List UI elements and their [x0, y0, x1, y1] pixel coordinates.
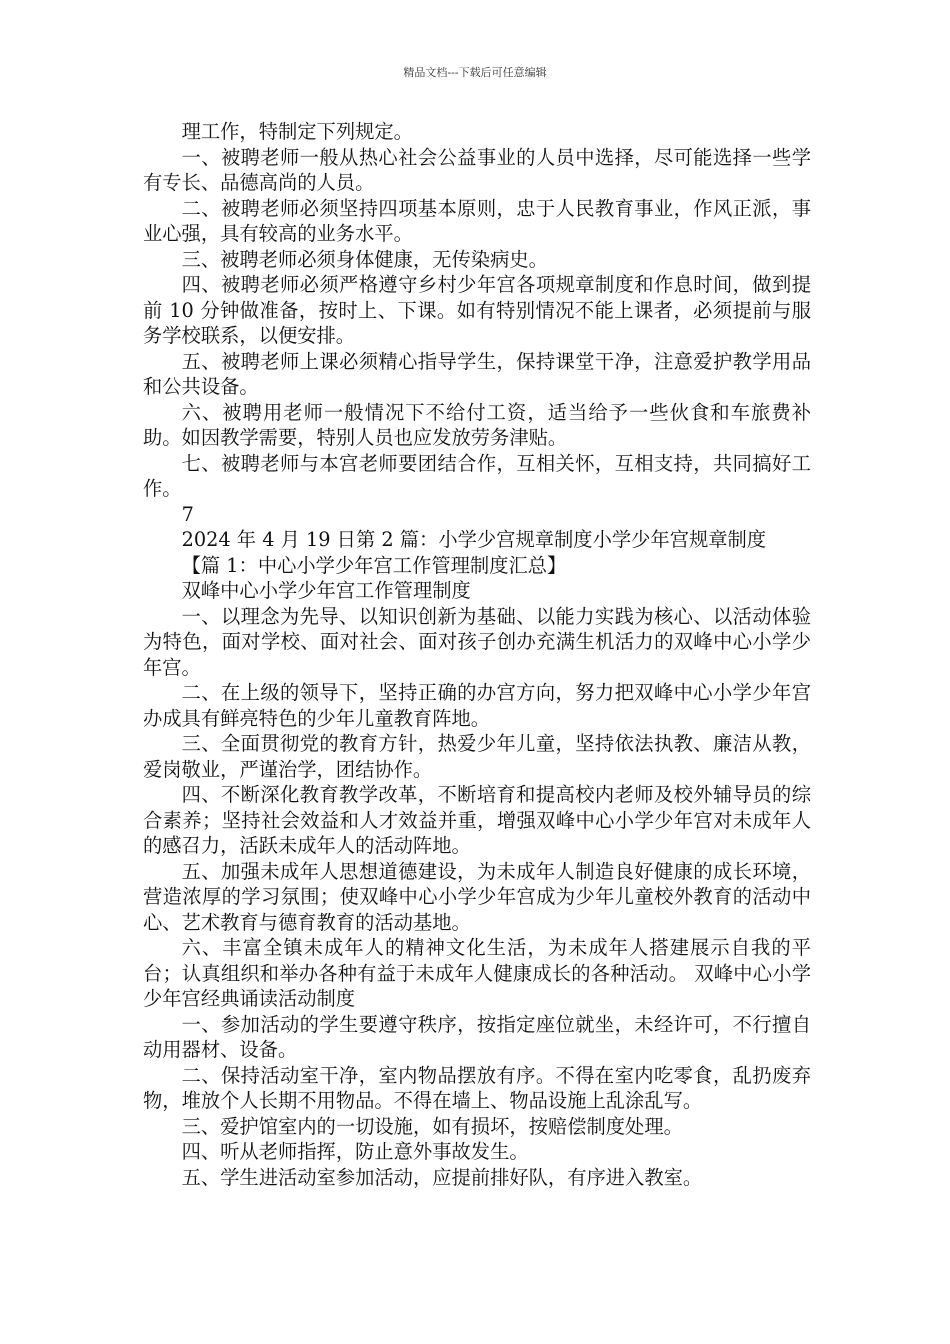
section-title: 双峰中心小学少年宫工作管理制度: [181, 579, 471, 602]
paragraph: 六、被聘用老师一般情况下不给付工资，适当给予一些伙食和车旅费补助。如因教学需要，特别人员也应发放劳务津贴。: [143, 400, 811, 449]
paragraph: 四、听从老师指挥，防止意外事故发生。: [181, 1140, 529, 1163]
paragraph: 五、学生进活动室参加活动，应提前排好队，有序进入教室。: [181, 1165, 703, 1189]
paragraph: 五、被聘老师上课必须精心指导学生，保持课堂干净，注意爱护教学用品和公共设备。: [143, 349, 811, 398]
paragraph: 一、被聘老师一般从热心社会公益事业的人员中选择，尽可能选择一些学有专长、品德高尚的人员。: [143, 145, 811, 194]
paragraph: 二、被聘老师必须坚持四项基本原则，忠于人民教育事业，作风正派，事业心强，具有较高的业务水平。: [143, 196, 811, 245]
paragraph: 四、不断深化教育教学改革，不断培育和提高校内老师及校外辅导员的综合素养；坚持社会效益和人才效益并重，增强双峰中心小学少年宫对未成年人的感召力，活跃未成年人的活动阵地。: [143, 783, 811, 857]
paragraph: 理工作，特制定下列规定。: [181, 120, 413, 143]
paragraph: 三、爱护馆室内的一切设施，如有损坏，按赔偿制度处理。: [181, 1114, 683, 1138]
paragraph: 七、被聘老师与本宫老师要团结合作，互相关怀，互相支持，共同搞好工作。: [143, 451, 811, 500]
paragraph: 二、在上级的领导下，坚持正确的办宫方向，努力把双峰中心小学少年宫办成具有鲜亮特色的少年儿童教育阵地。: [143, 681, 811, 730]
page-header: 精品文档---下载后可任意编辑: [403, 66, 547, 79]
paragraph: 三、全面贯彻党的教育方针，热爱少年儿童，坚持依法执教、廉洁从教，爱岗敬业，严谨治学，团结协作。: [143, 732, 811, 781]
document-body: [143, 119, 811, 1190]
page-number: 7: [181, 502, 194, 526]
paragraph: 一、参加活动的学生要遵守秩序，按指定座位就坐，未经许可，不行擅自动用器材、设备。: [143, 1012, 811, 1061]
section-heading: 【篇 1：中心小学少年宫工作管理制度汇总】: [181, 553, 567, 577]
paragraph: 六、丰富全镇未成年人的精神文化生活，为未成年人搭建展示自我的平台；认真组织和举办各种有益于未成年人健康成长的各种活动。 双峰中心小学少年宫经典诵读活动制度: [143, 936, 811, 1010]
paragraph: 二、保持活动室干净，室内物品摆放有序。不得在室内吃零食，乱扔废弃物，堆放个人长期不用物品。不得在墙上、物品设施上乱涂乱写。: [143, 1063, 811, 1112]
paragraph: 四、被聘老师必须严格遵守乡村少年宫各项规章制度和作息时间，做到提前 10 分钟做准备，按时上、下课。如有特别情况不能上课者，必须提前与服务学校联系，以便安排。: [143, 273, 811, 347]
paragraph: 三、被聘老师必须身体健康，无传染病史。: [181, 247, 548, 271]
paragraph: 五、加强未成年人思想道德建设，为未成年人制造良好健康的成长环境，营造浓厚的学习氛围；使双峰中心小学少年宫成为少年儿童校外教育的活动中心、艺术教育与德育教育的活动基地。: [143, 859, 811, 934]
paragraph: 2024 年 4 月 19 日第 2 篇：小学少宫规章制度小学少年宫规章制度: [181, 528, 767, 551]
paragraph: 一、以理念为先导、以知识创新为基础、以能力实践为核心、以活动体验为特色，面对学校、面对社会、面对孩子创办充满生机活力的双峰中心小学少年宫。: [143, 604, 811, 679]
